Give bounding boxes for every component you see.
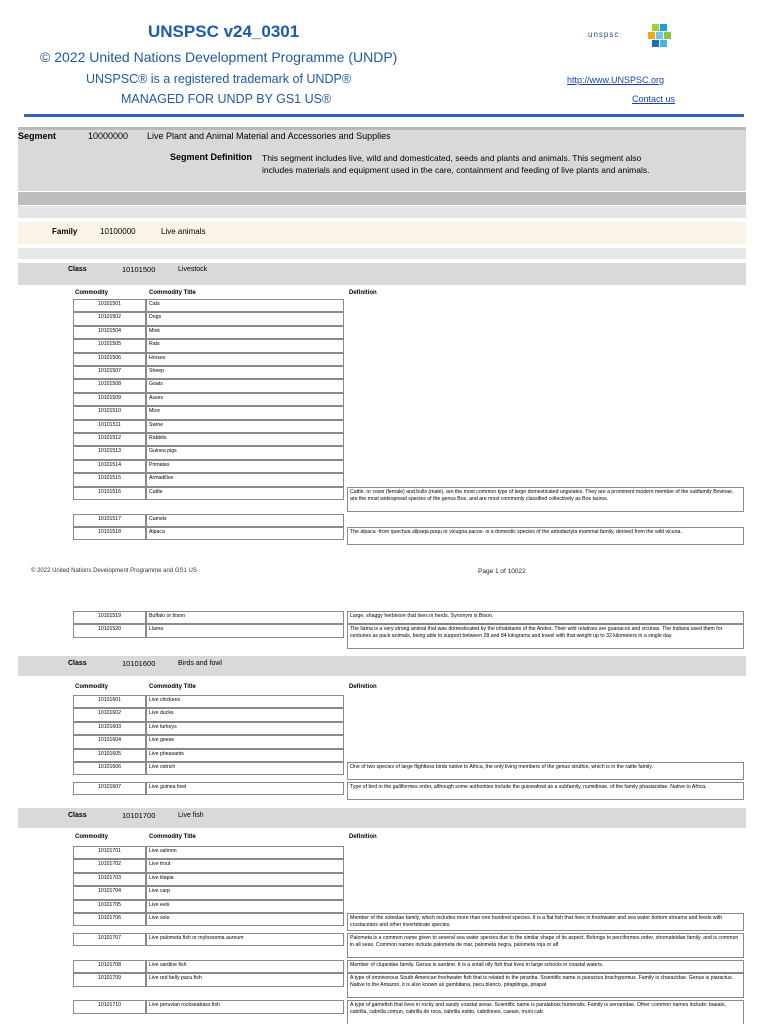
segment-title: Live Plant and Animal Material and Accessories and Supplies (147, 131, 391, 141)
commodity-definition-cell: Member of clupeidae family. Genus is sardine. It is a small oily fish that lives in large schools in coastal waters. (347, 960, 744, 973)
segment-label: Segment (18, 131, 57, 141)
commodity-code-cell: 10101518 (73, 527, 146, 540)
commodity-definition-cell: Palometa is a common name given to several sea water species due to the similar shape of its aspect. Belongs to perciformes order, stromateidae family, and is common in all seas. Common names include palometa de mar, palometa negra, palometa roja or alf (347, 933, 744, 958)
commodity-title-cell: Live salmon (146, 846, 344, 859)
commodity-definition-cell: Type of bird in the galliformes order, although some authorities include the guineafowl as a subfamily, numidinae, of the family phasianidae. Native to Africa. (347, 782, 744, 800)
column-header-commodity: Commodity (75, 290, 108, 296)
commodity-title-cell: Live chickens (146, 695, 344, 708)
commodity-code-cell: 10101510 (73, 406, 146, 419)
family-code: 10100000 (100, 227, 136, 236)
commodity-title-cell: Mice (146, 406, 344, 419)
column-header-commodity: Commodity (75, 684, 108, 690)
class-title: Livestock (178, 266, 208, 273)
commodity-title-cell: Asses (146, 393, 344, 406)
commodity-code-cell: 10101603 (73, 722, 146, 735)
commodity-title-cell: Cats (146, 299, 344, 312)
commodity-code-cell: 10101504 (73, 326, 146, 339)
commodity-title-cell: Live sole (146, 913, 344, 926)
commodity-title-cell: Live red belly pacu fish (146, 973, 344, 986)
commodity-title-cell: Live eels (146, 900, 344, 913)
commodity-title-cell: Buffalo or bison (146, 611, 344, 624)
commodity-code-cell: 10101604 (73, 735, 146, 748)
column-header-title: Commodity Title (149, 684, 196, 690)
logo-text: unspsc (588, 30, 620, 39)
commodity-title-cell: Rabbits (146, 433, 344, 446)
commodity-title-cell: Live guinea fowl (146, 782, 344, 795)
commodity-title-cell: Sheep (146, 366, 344, 379)
column-header-definition: Definition (349, 834, 377, 840)
commodity-definition-cell: The llama is a very strong animal that was domesticated by the inhabitants of the Andes. Their wild relatives are guanacos and vicunas. The Indians used them for centuries as pack animals, being able to support between 28 and 84 kilograms and travel with that weight up to 32 kilometers in a single day. (347, 624, 744, 649)
commodity-title-cell: Rats (146, 339, 344, 352)
class-title: Birds and fowl (178, 660, 222, 667)
commodity-code-cell: 10101508 (73, 379, 146, 392)
footer-copyright: © 2022 United Nations Development Programme and GS1 US (31, 568, 197, 574)
commodity-title-cell: Live turkeys (146, 722, 344, 735)
commodity-title-cell: Live trout (146, 859, 344, 872)
commodity-code-cell: 10101507 (73, 366, 146, 379)
commodity-definition-cell: One of two species of large flightless birds native to Africa, the only living members of the genus struthio, which is in the ratite family. (347, 762, 744, 780)
column-header-definition: Definition (349, 290, 377, 296)
commodity-code-cell: 10101505 (73, 339, 146, 352)
commodity-code-cell: 10101707 (73, 933, 146, 946)
commodity-code-cell: 10101512 (73, 433, 146, 446)
commodity-definition-cell: Large, shaggy herbivore that lives in herds. Synonym is Bison. (347, 611, 744, 624)
commodity-code-cell: 10101519 (73, 611, 146, 624)
commodity-code-cell: 10101515 (73, 473, 146, 486)
commodity-title-cell: Goats (146, 379, 344, 392)
segment-divider-band (18, 192, 746, 205)
commodity-title-cell: Mink (146, 326, 344, 339)
commodity-title-cell: Live pheasants (146, 749, 344, 762)
column-header-definition: Definition (349, 684, 377, 690)
segment-definition: This segment includes live, wild and domesticated, seeds and plants and animals. This segment also includes materials and equipment used in the care, containment and feeding of live plants and animals. (262, 153, 650, 175)
family-title: Live animals (161, 227, 206, 236)
commodity-title-cell: Armadillos (146, 473, 344, 486)
commodity-code-cell: 10101516 (73, 487, 146, 500)
commodity-title-cell: Dogs (146, 312, 344, 325)
commodity-code-cell: 10101607 (73, 782, 146, 795)
commodity-definition-cell: The alpaca -from quechua allpaqa paqu or vicugna pacos- is a domestic species of the artiodactyla mammal family, derived from the wild vicuna. (347, 527, 744, 545)
commodity-code-cell: 10101602 (73, 708, 146, 721)
unspsc-website-link[interactable]: http://www.UNSPSC.org (567, 75, 665, 85)
commodity-code-cell: 10101708 (73, 960, 146, 973)
commodity-code-cell: 10101601 (73, 695, 146, 708)
commodity-title-cell: Llama (146, 624, 344, 637)
commodity-title-cell: Live tilapia (146, 873, 344, 886)
commodity-title-cell: Live carp (146, 886, 344, 899)
commodity-code-cell: 10101506 (73, 353, 146, 366)
commodity-title-cell: Live palometa fish or mylossoma aureum (146, 933, 344, 946)
family-label: Family (52, 227, 78, 236)
copyright-line: © 2022 United Nations Development Programme (UNDP) (40, 49, 398, 65)
commodity-code-cell: 10101702 (73, 859, 146, 872)
column-header-title: Commodity Title (149, 290, 196, 296)
commodity-code-cell: 10101606 (73, 762, 146, 775)
commodity-code-cell: 10101509 (73, 393, 146, 406)
document-title: UNSPSC v24_0301 (148, 22, 300, 41)
commodity-code-cell: 10101710 (73, 1000, 146, 1013)
commodity-title-cell: Cattle (146, 487, 344, 500)
commodity-title-cell: Live peruvian rockseabass fish (146, 1000, 344, 1013)
commodity-code-cell: 10101513 (73, 446, 146, 459)
commodity-code-cell: 10101520 (73, 624, 146, 637)
commodity-title-cell: Camels (146, 514, 344, 527)
commodity-code-cell: 10101502 (73, 312, 146, 325)
commodity-title-cell: Live ducks (146, 708, 344, 721)
commodity-code-cell: 10101501 (73, 299, 146, 312)
segment-spacer-band (18, 206, 746, 218)
commodity-title-cell: Alpaca (146, 527, 344, 540)
class-code: 10101700 (122, 811, 156, 820)
commodity-code-cell: 10101511 (73, 420, 146, 433)
commodity-definition-cell: A type of omnivorous South American freshwater fish that is related to the piranha. Scientific name is piaractus brachypomus. Family is characidae. Genus is piaractus. Native to the Amazon, it is also known as gambitana, pacu blanco, pirapitinga, pirapat (347, 973, 744, 998)
commodity-code-cell: 10101605 (73, 749, 146, 762)
class-code: 10101600 (122, 659, 156, 668)
contact-us-link[interactable]: Contact us (632, 94, 676, 104)
commodity-title-cell: Live sardine fish (146, 960, 344, 973)
commodity-definition-cell: Cattle, or cows (female) and bulls (male), are the most common type of large domesticated ungulates. They are a prominent modern member of the subfamily Bovinae, are the most widespread species of the genus Bos, and are most commonly classified collectively as Bos taurus. (347, 487, 744, 512)
commodity-code-cell: 10101514 (73, 460, 146, 473)
commodity-definition-cell: Member of the soleidae family, which includes more than one hundred species. It is a flat fish that lives in freshwater and sea water bottom streams and feeds with crustaceans and other invertebrate species. (347, 913, 744, 931)
class-label: Class (68, 266, 87, 273)
commodity-title-cell: Guinea pigs (146, 446, 344, 459)
logo-cubes-icon (640, 22, 672, 50)
page-number: Page 1 of 10022 (478, 568, 526, 575)
commodity-code-cell: 10101517 (73, 514, 146, 527)
commodity-code-cell: 10101701 (73, 846, 146, 859)
trademark-line: UNSPSC® is a registered trademark of UNDP® (86, 72, 352, 86)
commodity-code-cell: 10101706 (73, 913, 146, 926)
commodity-definition-cell: A type of gamefish that lives in rocky and sandy coastal areas. Scientific name is paralabrax humeralis. Family is serranidae. Other common names include: baeaio, cabrilla, cabrilla comun, cabrilla de roca, cabrilla estito, cabrilones, caeaio, muni cab (347, 1000, 744, 1024)
family-spacer-band (18, 248, 746, 259)
column-header-title: Commodity Title (149, 834, 196, 840)
commodity-code-cell: 10101709 (73, 973, 146, 986)
commodity-title-cell: Live geese (146, 735, 344, 748)
class-label: Class (68, 660, 87, 667)
commodity-title-cell: Swine (146, 420, 344, 433)
commodity-title-cell: Primates (146, 460, 344, 473)
class-label: Class (68, 812, 87, 819)
commodity-title-cell: Horses (146, 353, 344, 366)
class-title: Live fish (178, 812, 204, 819)
unspsc-logo (588, 20, 674, 50)
class-code: 10101500 (122, 265, 156, 274)
header-divider (24, 114, 744, 117)
commodity-title-cell: Live ostrich (146, 762, 344, 775)
segment-definition-label: Segment Definition (170, 152, 253, 162)
managed-line: MANAGED FOR UNDP BY GS1 US® (121, 92, 332, 106)
commodity-code-cell: 10101705 (73, 900, 146, 913)
segment-code: 10000000 (88, 131, 129, 141)
column-header-commodity: Commodity (75, 834, 108, 840)
commodity-code-cell: 10101704 (73, 886, 146, 899)
commodity-code-cell: 10101703 (73, 873, 146, 886)
